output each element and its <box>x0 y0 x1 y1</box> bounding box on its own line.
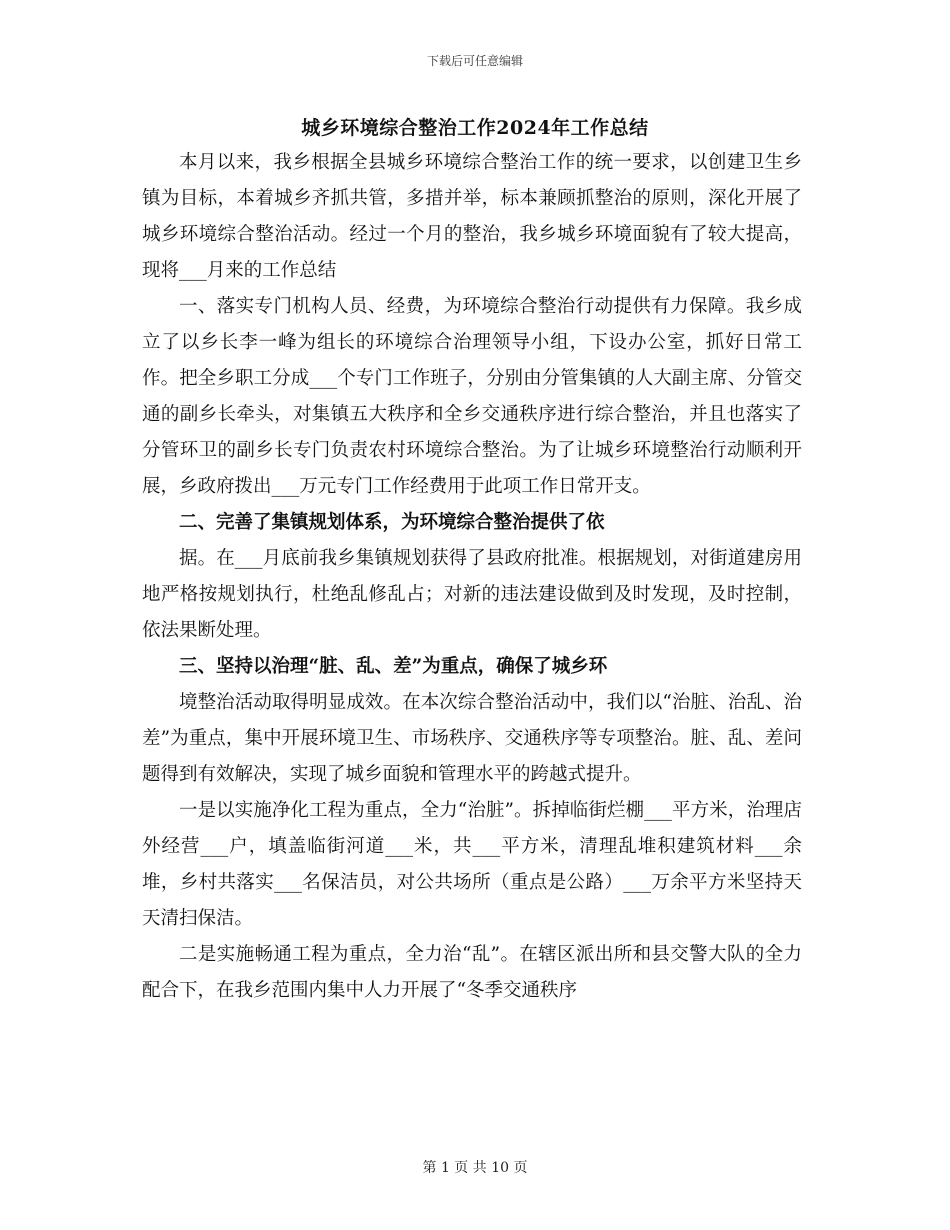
page-number-footer: 第 1 页 共 10 页 <box>422 1160 528 1176</box>
document-body <box>142 145 802 1009</box>
paragraph: 境整治活动取得明显成效。在本次综合整治活动中，我们以“治脏、治乱、治差”为重点，集中开展环境卫生、市场秩序、交通秩序等专项整治。脏、乱、差问题得到有效解决，实现了城乡面貌和管理水平的跨越式提升。 <box>142 692 802 785</box>
paragraph: 据。在___月底前我乡集镇规划获得了县政府批准。根据规划，对街道建房用地严格按规划执行，杜绝乱修乱占；对新的违法建设做到及时发现，及时控制，依法果断处理。 <box>142 548 802 641</box>
paragraph: 一是以实施净化工程为重点，全力“治脏”。拆掉临街烂棚___平方米，治理店外经营___户，填盖临街河道___米，共___平方米，清理乱堆积建筑材料___余堆，乡村共落实___名保洁员，对公共场所（重点是公路）___万余平方米坚持天天清扫保洁。 <box>142 800 802 929</box>
paragraph: 二是实施畅通工程为重点，全力治“乱”。在辖区派出所和县交警大队的全力配合下，在我乡范围内集中人力开展了“冬季交通秩序 <box>142 944 802 1001</box>
section-heading: 三、坚持以治理“脏、乱、差”为重点，确保了城乡环 <box>179 656 608 677</box>
document-title: 城乡环境综合整治工作2024年工作总结 <box>301 117 649 139</box>
paragraph: 一、落实专门机构人员、经费，为环境综合整治行动提供有力保障。我乡成立了以乡长李一峰为组长的环境综合治理领导小组，下设办公室，抓好日常工作。把全乡职工分成___个专门工作班子，分别由分管集镇的人大副主席、分管交通的副乡长牵头，对集镇五大秩序和全乡交通秩序进行综合整治，并且也落实了分管环卫的副乡长专门负责农村环境综合整治。为了让城乡环境整治行动顺利开展，乡政府拨出___万元专门工作经费用于此项工作日常开支。 <box>142 296 802 497</box>
header-note: 下载后可任意编辑 <box>426 54 523 68</box>
section-heading: 二、完善了集镇规划体系，为环境综合整治提供了依 <box>179 512 605 533</box>
paragraph: 本月以来，我乡根据全县城乡环境综合整治工作的统一要求，以创建卫生乡镇为目标，本着城乡齐抓共管，多措并举，标本兼顾抓整治的原则，深化开展了城乡环境综合整治活动。经过一个月的整治，我乡城乡环境面貌有了较大提高，现将___月来的工作总结 <box>142 152 802 281</box>
